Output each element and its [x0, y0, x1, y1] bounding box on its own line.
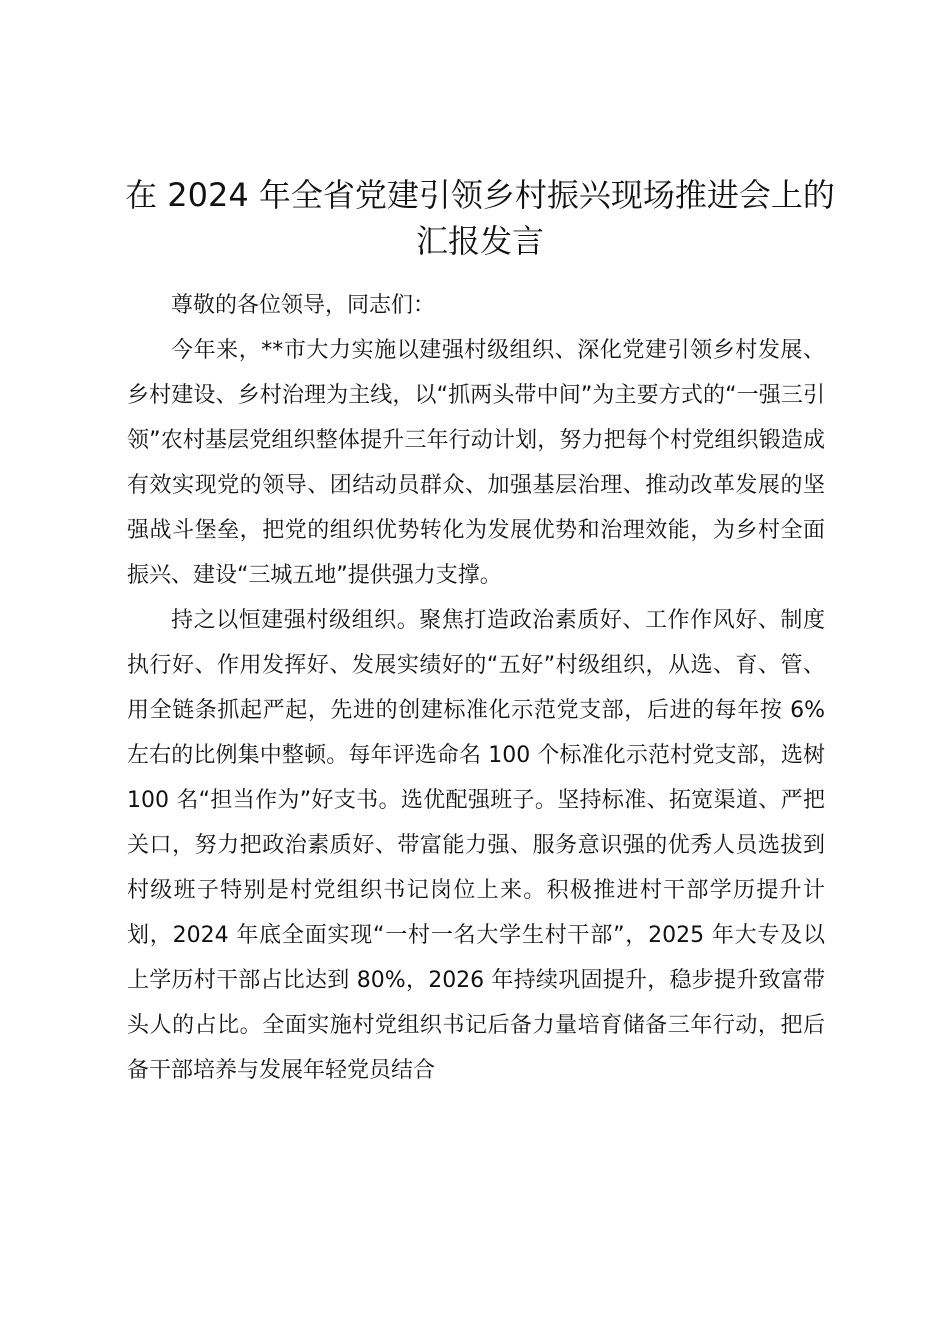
document-title: 在 2024 年全省党建引领乡村振兴现场推进会上的汇报发言	[125, 176, 835, 260]
greeting-paragraph: 尊敬的各位领导，同志们：	[171, 293, 436, 318]
body-paragraph-1: 今年来，**市大力实施以建强村级组织、深化党建引领乡村发展、乡村建设、乡村治理为主线，以“抓两头带中间”为主要方式的“一强三引领”农村基层党组织整体提升三年行动计划，努力把每个村党组织锻造成有效实现党的领导、团结动员群众、加强基层治理、推动改革发展的坚强战斗堡垒，把党的组织优势转化为发展优势和治理效能，为乡村全面振兴、建设“三城五地”提供强力支撑。	[127, 338, 825, 588]
document-body	[127, 283, 825, 1093]
body-paragraph-2: 持之以恒建强村级组织。聚焦打造政治素质好、工作作风好、制度执行好、作用发挥好、发展实绩好的“五好”村级组织，从选、育、管、用全链条抓起严起，先进的创建标准化示范党支部，后进的每年按 6%左右的比例集中整顿。每年评选命名 100 个标准化示范村党支部，选树 100 名“担当作为”好支书。选优配强班子。坚持标准、拓宽渠道、严把关口，努力把政治素质好、带富能力强、服务意识强的优秀人员选拔到村级班子特别是村党组织书记岗位上来。积极推进村干部学历提升计划，2024 年底全面实现“一村一名大学生村干部”，2025 年大专及以上学历村干部占比达到 80%，2026 年持续巩固提升，稳步提升致富带头人的占比。全面实施村党组织书记后备力量培育储备三年行动，把后备干部培养与发展年轻党员结合	[127, 608, 825, 1083]
